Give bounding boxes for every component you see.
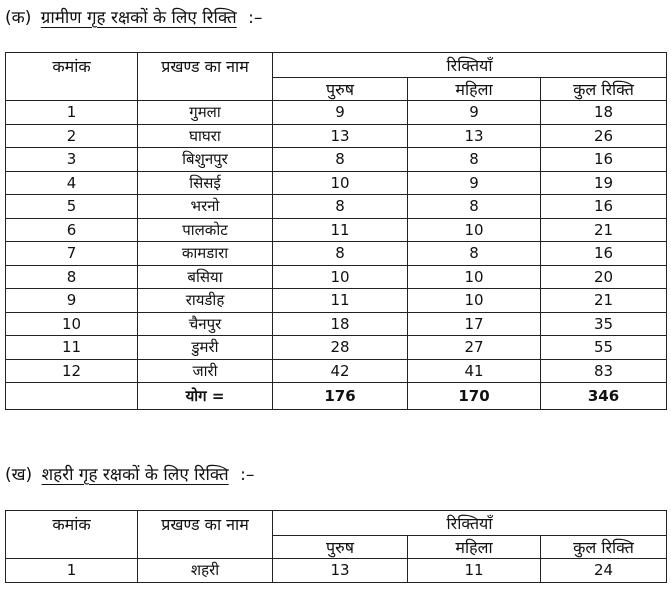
male-cell: 8 — [273, 195, 408, 219]
totals-total: 346 — [541, 383, 667, 410]
total-cell: 16 — [541, 148, 667, 172]
female-cell: 8 — [408, 195, 541, 219]
serial-cell: 5 — [6, 195, 138, 219]
block-name-cell: चैनपुर — [138, 312, 273, 336]
table-row — [6, 265, 667, 289]
table-row — [6, 359, 667, 383]
table-row — [6, 559, 667, 583]
total-cell: 26 — [541, 124, 667, 148]
serial-cell: 11 — [6, 336, 138, 360]
header-total: कुल रिक्ति — [541, 78, 667, 101]
serial-cell: 2 — [6, 124, 138, 148]
urban-table-body — [6, 559, 667, 583]
totals-row — [6, 383, 667, 410]
section-a-prefix: (क) — [5, 8, 32, 28]
block-name-cell: रायडीह — [138, 289, 273, 313]
section-b-heading — [5, 464, 254, 486]
total-cell: 35 — [541, 312, 667, 336]
total-cell: 16 — [541, 195, 667, 219]
section-a-heading — [5, 7, 262, 29]
header-male: पुरुष — [273, 536, 408, 559]
female-cell: 10 — [408, 218, 541, 242]
serial-cell: 3 — [6, 148, 138, 172]
serial-cell: 1 — [6, 101, 138, 125]
block-name-cell: पालकोट — [138, 218, 273, 242]
block-name-cell: घाघरा — [138, 124, 273, 148]
male-cell: 10 — [273, 265, 408, 289]
table-row — [6, 171, 667, 195]
male-cell: 42 — [273, 359, 408, 383]
header-female: महिला — [408, 536, 541, 559]
header-total: कुल रिक्ति — [541, 536, 667, 559]
section-b-prefix: (ख) — [5, 465, 33, 485]
total-cell: 18 — [541, 101, 667, 125]
block-name-cell: शहरी — [138, 559, 273, 583]
header-vacancies: रिक्तियाँ — [273, 53, 667, 78]
totals-male: 176 — [273, 383, 408, 410]
female-cell: 17 — [408, 312, 541, 336]
serial-cell: 10 — [6, 312, 138, 336]
total-cell: 83 — [541, 359, 667, 383]
table-row — [6, 195, 667, 219]
female-cell: 10 — [408, 265, 541, 289]
rural-table-body — [6, 101, 667, 410]
totals-empty-cell — [6, 383, 138, 410]
table-row — [6, 242, 667, 266]
table-row — [6, 124, 667, 148]
table-row — [6, 148, 667, 172]
block-name-cell: भरनो — [138, 195, 273, 219]
male-cell: 28 — [273, 336, 408, 360]
male-cell: 18 — [273, 312, 408, 336]
total-cell: 24 — [541, 559, 667, 583]
female-cell: 10 — [408, 289, 541, 313]
total-cell: 21 — [541, 289, 667, 313]
total-cell: 55 — [541, 336, 667, 360]
male-cell: 13 — [273, 124, 408, 148]
section-b-title: शहरी गृह रक्षकों के लिए रिक्ति — [41, 465, 229, 485]
male-cell: 13 — [273, 559, 408, 583]
male-cell: 9 — [273, 101, 408, 125]
male-cell: 11 — [273, 218, 408, 242]
block-name-cell: जारी — [138, 359, 273, 383]
header-serial: कमांक — [6, 53, 138, 101]
female-cell: 9 — [408, 101, 541, 125]
header-block-name: प्रखण्ड का नाम — [138, 53, 273, 101]
female-cell: 8 — [408, 242, 541, 266]
block-name-cell: डुमरी — [138, 336, 273, 360]
block-name-cell: गुमला — [138, 101, 273, 125]
header-female: महिला — [408, 78, 541, 101]
table-row — [6, 101, 667, 125]
serial-cell: 9 — [6, 289, 138, 313]
female-cell: 11 — [408, 559, 541, 583]
block-name-cell: बसिया — [138, 265, 273, 289]
header-block-name: प्रखण्ड का नाम — [138, 511, 273, 559]
totals-female: 170 — [408, 383, 541, 410]
female-cell: 8 — [408, 148, 541, 172]
female-cell: 9 — [408, 171, 541, 195]
serial-cell: 1 — [6, 559, 138, 583]
male-cell: 11 — [273, 289, 408, 313]
table-row — [6, 289, 667, 313]
block-name-cell: बिशुनपुर — [138, 148, 273, 172]
total-cell: 19 — [541, 171, 667, 195]
total-cell: 21 — [541, 218, 667, 242]
header-vacancies: रिक्तियाँ — [273, 511, 667, 536]
serial-cell: 8 — [6, 265, 138, 289]
serial-cell: 6 — [6, 218, 138, 242]
table-row — [6, 312, 667, 336]
block-name-cell: कामडारा — [138, 242, 273, 266]
serial-cell: 4 — [6, 171, 138, 195]
block-name-cell: सिसई — [138, 171, 273, 195]
rural-vacancy-table — [5, 52, 667, 410]
female-cell: 13 — [408, 124, 541, 148]
total-cell: 20 — [541, 265, 667, 289]
header-male: पुरुष — [273, 78, 408, 101]
serial-cell: 7 — [6, 242, 138, 266]
table-row — [6, 218, 667, 242]
totals-label: योग = — [138, 383, 273, 410]
section-a-suffix: :– — [248, 8, 263, 28]
serial-cell: 12 — [6, 359, 138, 383]
urban-vacancy-table — [5, 510, 667, 583]
male-cell: 10 — [273, 171, 408, 195]
male-cell: 8 — [273, 148, 408, 172]
section-b-suffix: :– — [240, 465, 255, 485]
female-cell: 41 — [408, 359, 541, 383]
male-cell: 8 — [273, 242, 408, 266]
table-row — [6, 336, 667, 360]
female-cell: 27 — [408, 336, 541, 360]
total-cell: 16 — [541, 242, 667, 266]
section-a-title: ग्रामीण गृह रक्षकों के लिए रिक्ति — [40, 8, 237, 28]
header-serial: कमांक — [6, 511, 138, 559]
